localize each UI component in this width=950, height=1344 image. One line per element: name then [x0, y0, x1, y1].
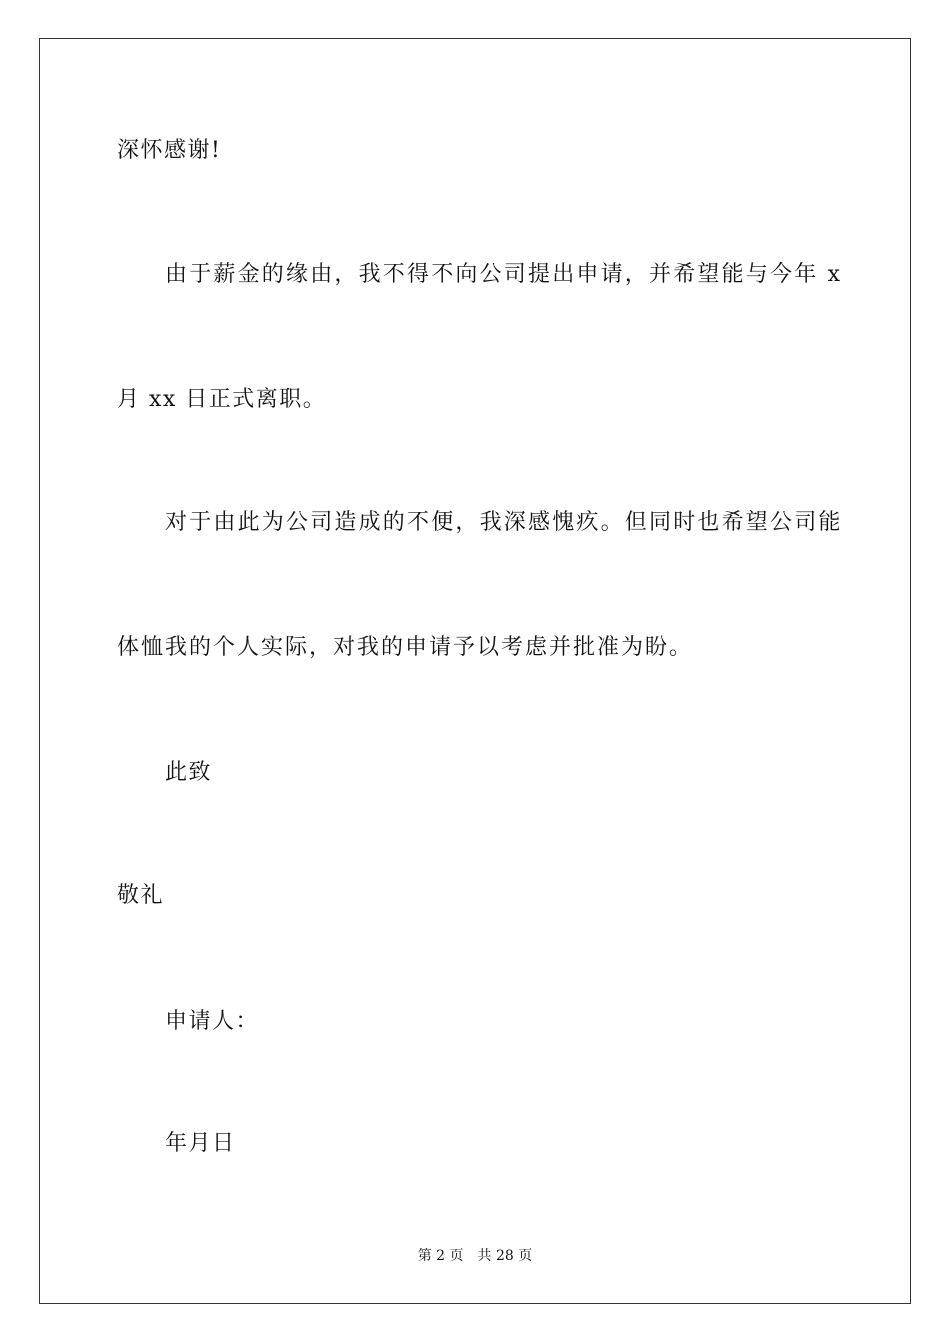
- body-line-apology: 对于由此为公司造成的不便，我深感愧疚。但同时也希望公司能: [165, 510, 843, 535]
- page-border: [39, 38, 911, 1304]
- body-line-reason: 由于薪金的缘由，我不得不向公司提出申请，并希望能与今年 x: [165, 262, 843, 287]
- page-number-footer: 第 2 页 共 28 页: [417, 1248, 533, 1264]
- body-line-request: 体恤我的个人实际，对我的申请予以考虑并批准为盼。: [117, 635, 694, 660]
- closing-jingli: 敬礼: [117, 883, 165, 908]
- closing-cizhi: 此致: [165, 760, 213, 785]
- body-line-thanks: 深怀感谢!: [117, 138, 222, 163]
- body-line-date: 月 xx 日正式离职。: [117, 387, 327, 412]
- signature-date: 年月日: [165, 1131, 236, 1156]
- signature-applicant: 申请人：: [165, 1009, 260, 1034]
